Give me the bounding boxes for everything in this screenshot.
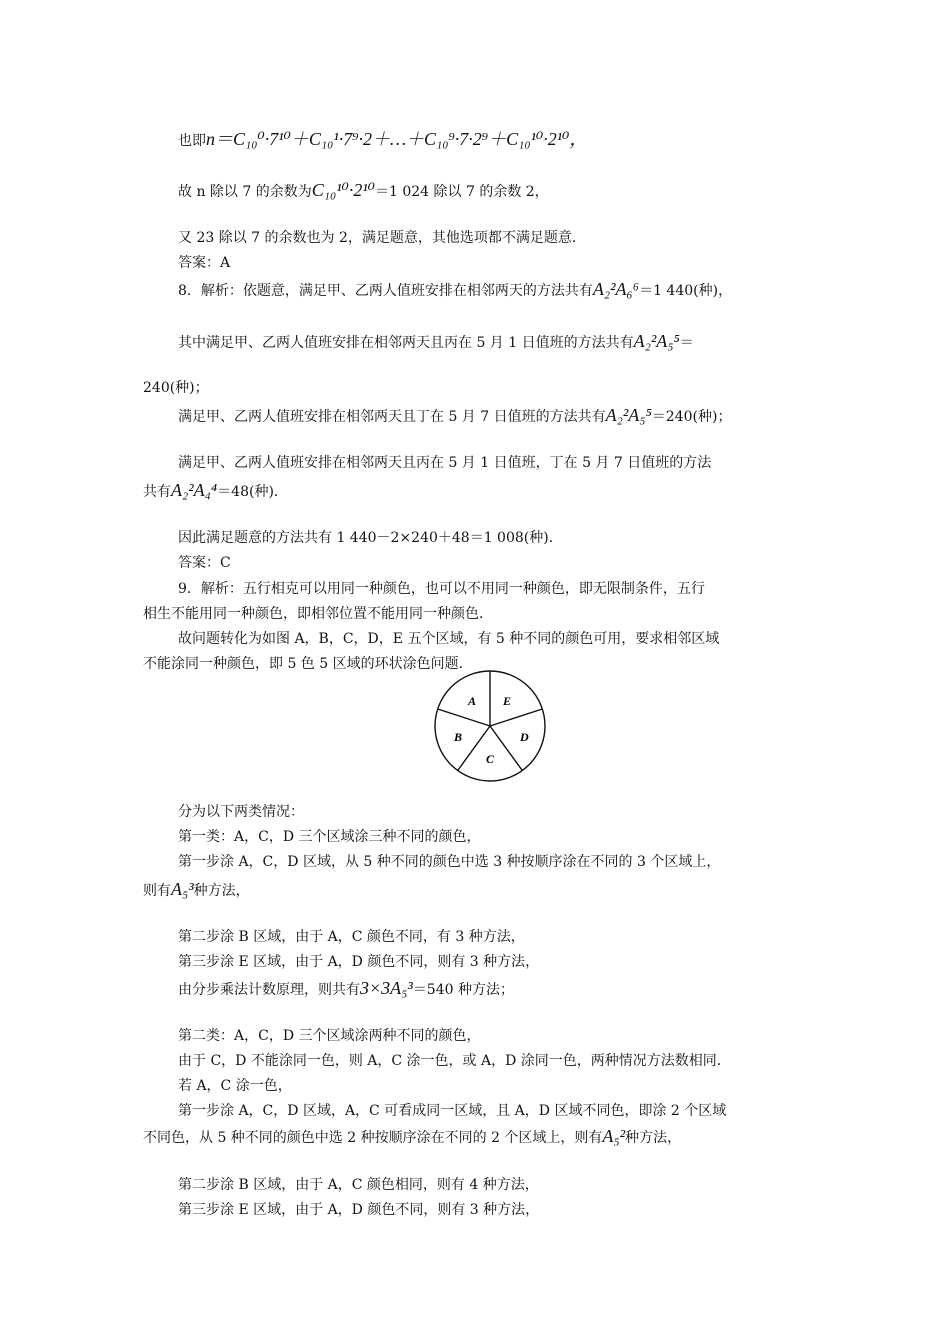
- region-label-b: B: [454, 730, 463, 744]
- text: ＝1 440(种)，: [639, 283, 733, 299]
- text-line-9: 满足甲、乙两人值班安排在相邻两天且丙在 5 月 1 日值班，丁在 5 月 7 日值班的方法: [178, 455, 712, 471]
- formula-a53: A₅³: [171, 879, 194, 899]
- formula-binomial-expansion: n＝C₁₀⁰·7¹⁰＋C₁₀¹·7⁹·2＋…＋C₁₀⁹·7·2⁹＋C₁₀¹⁰·2¹⁰，: [206, 129, 588, 149]
- wheel-divider: [490, 709, 542, 726]
- text: ＝1 024 除以 7 的余数 2，: [374, 184, 549, 200]
- wheel-divider: [490, 726, 522, 771]
- five-region-wheel-figure: [433, 669, 553, 785]
- text: 其中满足甲、乙两人值班安排在相邻两天且丙在 5 月 1 日值班的方法共有: [178, 335, 634, 351]
- text: 种方法，: [625, 1130, 682, 1146]
- text-line-1: [178, 129, 587, 151]
- text-line-26: 若 A，C 涂一色，: [178, 1078, 292, 1094]
- formula-a22a55-b: A₂²A₅⁵: [605, 405, 652, 425]
- answer-7: 答案：A: [178, 255, 231, 271]
- text-line-20: [143, 879, 250, 901]
- text: 共有: [143, 484, 171, 500]
- text-line-15: 故问题转化为如图 A，B，C，D，E 五个区域，有 5 种不同的颜色可用，要求相邻区域: [178, 631, 720, 647]
- text: ＝48(种)．: [217, 484, 288, 500]
- formula-a52: A₅²: [602, 1126, 626, 1146]
- text: 由分步乘法计数原理，则共有: [178, 982, 360, 998]
- text-line-28: [143, 1126, 681, 1148]
- text-line-10: [143, 480, 288, 502]
- text: ＝540 种方法；: [412, 982, 514, 998]
- wheel-divider: [438, 709, 490, 726]
- formula-a22a55: A₂²A₅⁵: [633, 331, 680, 351]
- region-label-c: C: [486, 752, 495, 766]
- text-line-13: 9．解析：五行相克可以用同一种颜色，也可以不用同一种颜色，即无限制条件，五行: [178, 581, 705, 597]
- text: ＝240(种)；: [651, 409, 732, 425]
- text-line-25: 由于 C，D 不能涂同一色，则 A，C 涂一色，或 A，D 涂同一色，两种情况方法数相同．: [178, 1053, 731, 1069]
- text-line-11: 因此满足题意的方法共有 1 440－2×240＋48＝1 008(种)．: [178, 530, 563, 546]
- answer-8: 答案：C: [178, 555, 231, 571]
- region-label-e: E: [503, 694, 512, 708]
- text-line-8: [178, 405, 731, 427]
- text: ＝: [679, 335, 694, 351]
- formula-a22a66: A₂²A₆⁶: [592, 279, 640, 299]
- text-line-2: [178, 180, 549, 202]
- text: 也即: [178, 133, 206, 149]
- text-line-19: 第一步涂 A，C，D 区域，从 5 种不同的颜色中选 3 种按顺序涂在不同的 3 个区域上，: [178, 854, 721, 870]
- text-line-29: 第二步涂 B 区域，由于 A，C 颜色相同，则有 4 种方法，: [178, 1177, 539, 1193]
- region-label-a: A: [468, 694, 477, 708]
- text-line-30: 第三步涂 E 区域，由于 A，D 颜色不同，则有 3 种方法，: [178, 1202, 540, 1218]
- text: 不同色，从 5 种不同的颜色中选 2 种按顺序涂在不同的 2 个区域上，则有: [143, 1130, 603, 1146]
- formula-a22a44: A₂²A₄⁴: [171, 480, 218, 500]
- text-line-14: 相生不能用同一种颜色，即相邻位置不能用同一种颜色．: [143, 606, 493, 622]
- text-line-27: 第一步涂 A，C，D 区域，A，C 可看成同一区域，且 A，D 区域不同色，即涂 2 个区域: [178, 1103, 727, 1119]
- formula-3x3a53: 3×3A₅³: [360, 978, 413, 998]
- text-line-3: 又 23 除以 7 的余数也为 2，满足题意，其他选项都不满足题意．: [178, 230, 586, 246]
- text-line-6: [178, 331, 694, 353]
- text-line-23: [178, 978, 514, 1000]
- text-line-5: [178, 279, 732, 301]
- text: 故 n 除以 7 的余数为: [178, 184, 312, 200]
- text: 8．解析：依题意，满足甲、乙两人值班安排在相邻两天的方法共有: [178, 283, 593, 299]
- text-line-24: 第二类：A，C，D 三个区域涂两种不同的颜色，: [178, 1028, 481, 1044]
- region-label-d: D: [520, 730, 529, 744]
- text-line-22: 第三步涂 E 区域，由于 A，D 颜色不同，则有 3 种方法，: [178, 954, 540, 970]
- text-line-17: 分为以下两类情况：: [178, 804, 304, 820]
- text-line-16: 不能涂同一种颜色，即 5 色 5 区域的环状涂色问题．: [143, 656, 473, 672]
- text: 则有: [143, 883, 171, 899]
- text-line-7: 240(种)；: [143, 380, 209, 396]
- text-line-18: 第一类：A，C，D 三个区域涂三种不同的颜色，: [178, 829, 481, 845]
- text: 种方法，: [193, 883, 250, 899]
- text: 满足甲、乙两人值班安排在相邻两天且丁在 5 月 7 日值班的方法共有: [178, 409, 606, 425]
- text-line-21: 第二步涂 B 区域，由于 A，C 颜色不同，有 3 种方法，: [178, 929, 525, 945]
- formula-last-term: C₁₀¹⁰·2¹⁰: [311, 180, 375, 200]
